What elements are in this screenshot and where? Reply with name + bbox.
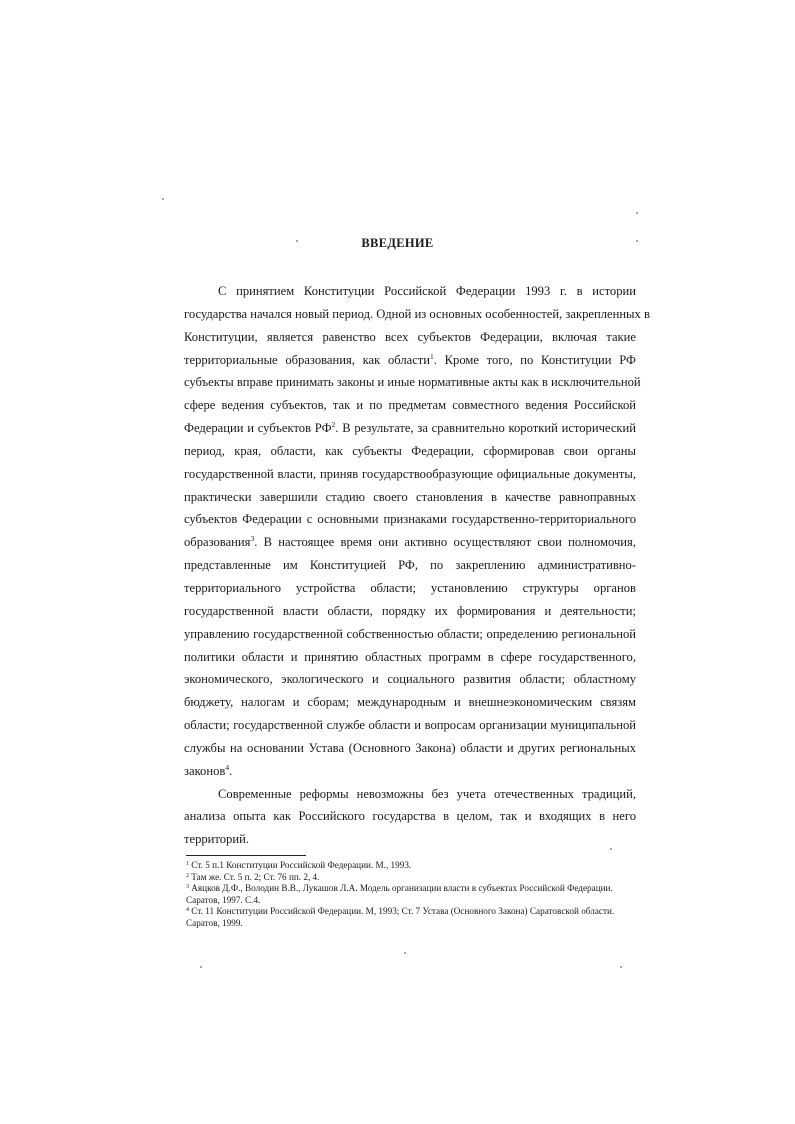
footnote-text: Там же. Ст. 5 п. 2; Ст. 76 пп. 2, 4. — [191, 871, 320, 882]
paragraph-1-line: сфере ведения субъектов, так и по предметам совместного ведения Российской — [184, 398, 636, 413]
footnote-divider — [186, 855, 306, 856]
paragraph-1-line: бюджету, налогам и сборам; международным и внешнеэкономическим связям — [184, 695, 636, 710]
paragraph-2-line: анализа опыта как Российского государства в целом, так и входящих в него — [184, 809, 636, 824]
footnote-number: 2 — [186, 872, 189, 879]
footnote-text: Аяцков Д.Ф., Володин В.В., Лукашов Л.А. Модель организации власти в субъектах Российской Федерации. — [191, 883, 613, 894]
footnote-1 — [186, 860, 646, 872]
footnote-number: 4 — [186, 907, 189, 914]
paragraph-1-line: С принятием Конституции Российской Федерации 1993 г. в истории — [218, 284, 636, 298]
footnote-ref-4[interactable]: 4 — [225, 762, 230, 772]
paragraph-1-line: службы на основании Устава (Основного Закона) области и других региональных — [184, 740, 636, 755]
paragraph-1-line: экономического, экологического и социального развития области; областному — [184, 672, 636, 687]
paragraph-1-line: области; государственной службе области и вопросам организации муниципальной — [184, 718, 636, 733]
scan-speck — [162, 198, 164, 200]
text-run: . Кроме того, по Конституции РФ — [433, 352, 636, 367]
paragraph-1-line: субъектов Федерации с основными признаками государственно-территориального — [184, 512, 636, 527]
footnote-text: Ст. 5 п.1 Конституции Российской Федерации. М., 1993. — [191, 860, 412, 870]
text-run: . В настоящее время они активно осуществляют свои полномочия, — [254, 535, 636, 550]
footnote-3 — [186, 883, 646, 895]
text-run: Федерации и субъектов РФ — [184, 421, 332, 436]
paragraph-1-line — [184, 531, 636, 554]
paragraph-1-line: Конституции, является равенство всех субъектов Федерации, включая такие — [184, 329, 636, 344]
footnote-number: 3 — [186, 884, 189, 891]
footnote-3-continuation: Саратов, 1997. С.4. — [186, 894, 261, 905]
paragraph-1-line: представленные им Конституцией РФ, по закреплению административно- — [184, 558, 636, 573]
footnote-ref-2[interactable]: 2 — [331, 420, 336, 430]
text-run: образования — [184, 535, 251, 550]
paragraph-2-line: Современные реформы невозможны без учета отечественных традиций, — [218, 786, 636, 801]
text-run: территориальные образования, как области — [184, 352, 431, 367]
footnote-ref-1[interactable]: 1 — [430, 351, 434, 361]
scan-speck — [610, 848, 612, 850]
paragraph-1-line: территориального устройства области; установлению структуры органов — [184, 580, 636, 595]
page-title: ВВЕДЕНИЕ — [361, 236, 434, 250]
scan-speck — [296, 240, 298, 242]
footnote-2 — [186, 872, 646, 884]
text-run: . — [229, 763, 233, 778]
paragraph-1-line: государственной власти, приняв государствообразующие официальные документы, — [184, 466, 636, 481]
paragraph-2-line: территорий. — [184, 832, 249, 847]
paragraph-1-line: субъекты вправе принимать законы и иные нормативные акты как в исключительной — [184, 375, 641, 390]
scan-speck — [620, 966, 622, 968]
paragraph-1-line: управлению государственной собственностью области; определению региональной — [184, 626, 636, 641]
scan-speck — [636, 240, 638, 242]
footnote-text: Ст. 11 Конституции Российской Федерации. М, 1993; Ст. 7 Устава (Основного Закона) Саратовской области. — [191, 906, 615, 917]
footnote-number: 1 — [186, 861, 189, 867]
paragraph-1-line: государства начался новый период. Одной из основных особенностей, закрепленных в — [184, 306, 650, 321]
text-run: . В результате, за сравнительно короткий исторический — [335, 421, 637, 436]
text-run: законов — [184, 763, 226, 778]
paragraph-1-line: государственной власти области, порядку их формирования и деятельности; — [184, 603, 636, 618]
paragraph-1-line — [184, 349, 636, 372]
paragraph-1-line: период, края, области, как субъекты Федерации, сформировав свои органы — [184, 443, 636, 458]
paragraph-1-line: политики области и принятию областных программ в сфере государственного, — [184, 649, 636, 664]
scan-speck — [404, 952, 406, 954]
body-text — [184, 280, 650, 851]
paragraph-1-line: практически завершили стадию своего становления в качестве равноправных — [184, 489, 636, 504]
footnote-ref-3[interactable]: 3 — [250, 534, 255, 544]
paragraph-1-line — [184, 760, 636, 783]
footnote-4 — [186, 906, 646, 918]
footnote-4-continuation: Саратов, 1999. — [186, 917, 243, 928]
scan-speck — [200, 966, 202, 968]
scan-speck — [636, 212, 638, 214]
paragraph-1-line — [184, 417, 636, 440]
footnotes — [186, 860, 646, 930]
